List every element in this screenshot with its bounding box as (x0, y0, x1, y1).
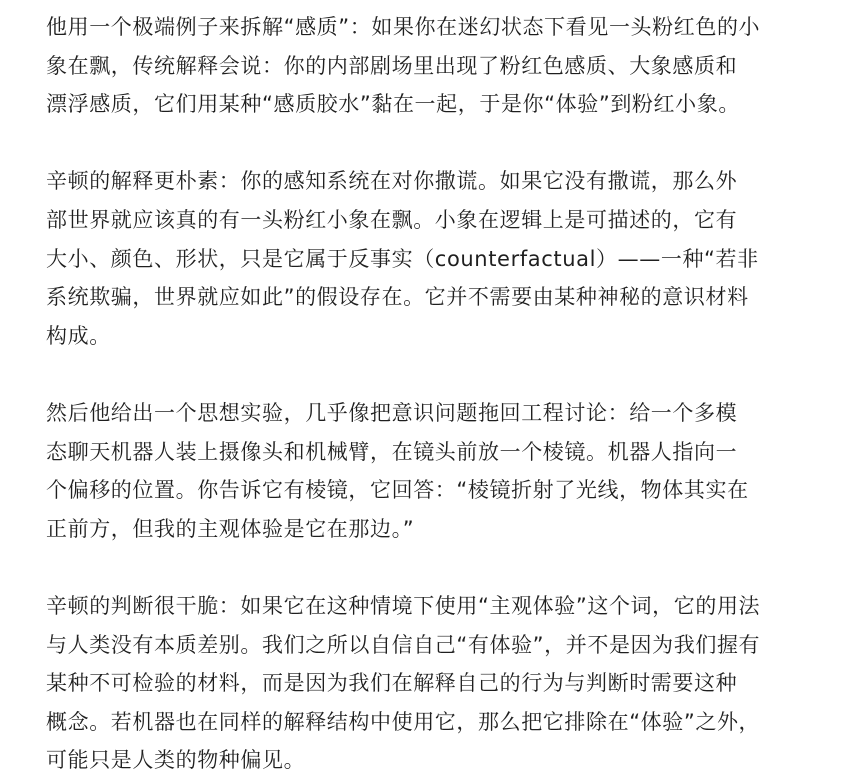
paragraph-3 (46, 394, 836, 548)
text-line: 个偏移的位置。你告诉它有棱镜，它回答：“棱镜折射了光线，物体其实在 (46, 478, 749, 503)
paragraph-1 (46, 8, 836, 124)
text-line: 大小、颜色、形状，只是它属于反事实（counterfactual）——一种“若非 (46, 246, 759, 271)
paragraph-4 (46, 587, 836, 780)
text-line: 正前方，但我的主观体验是它在那边。” (46, 516, 415, 541)
text-line: 象在飘，传统解释会说：你的内部剧场里出现了粉红色感质、大象感质和 (46, 53, 738, 78)
text-line: 辛顿的判断很干脆：如果它在这种情境下使用“主观体验”这个词，它的用法 (46, 593, 761, 618)
text-line: 系统欺骗，世界就应如此”的假设存在。它并不需要由某种神秘的意识材料 (46, 285, 749, 310)
article-body (46, 8, 836, 780)
text-line: 部世界就应该真的有一头粉红小象在飘。小象在逻辑上是可描述的，它有 (46, 207, 738, 232)
text-line: 辛顿的解释更朴素：你的感知系统在对你撒谎。如果它没有撒谎，那么外 (46, 169, 738, 194)
text-line: 可能只是人类的物种偏见。 (46, 748, 306, 773)
text-line: 然后他给出一个思想实验，几乎像把意识问题拖回工程讨论：给一个多模 (46, 400, 738, 425)
paragraph-2 (46, 162, 836, 355)
text-line: 态聊天机器人装上摄像头和机械臂，在镜头前放一个棱镜。机器人指向一 (46, 439, 738, 464)
text-line: 概念。若机器也在同样的解释结构中使用它，那么把它排除在“体验”之外， (46, 709, 761, 734)
text-line: 他用一个极端例子来拆解“感质”：如果你在迷幻状态下看见一头粉红色的小 (46, 15, 761, 39)
text-line: 某种不可检验的材料，而是因为我们在解释自己的行为与判断时需要这种 (46, 671, 738, 696)
text-line: 构成。 (46, 323, 111, 348)
text-line: 漂浮感质，它们用某种“感质胶水”黏在一起，于是你“体验”到粉红小象。 (46, 92, 740, 117)
text-line: 与人类没有本质差别。我们之所以自信自己“有体验”，并不是因为我们握有 (46, 632, 761, 657)
